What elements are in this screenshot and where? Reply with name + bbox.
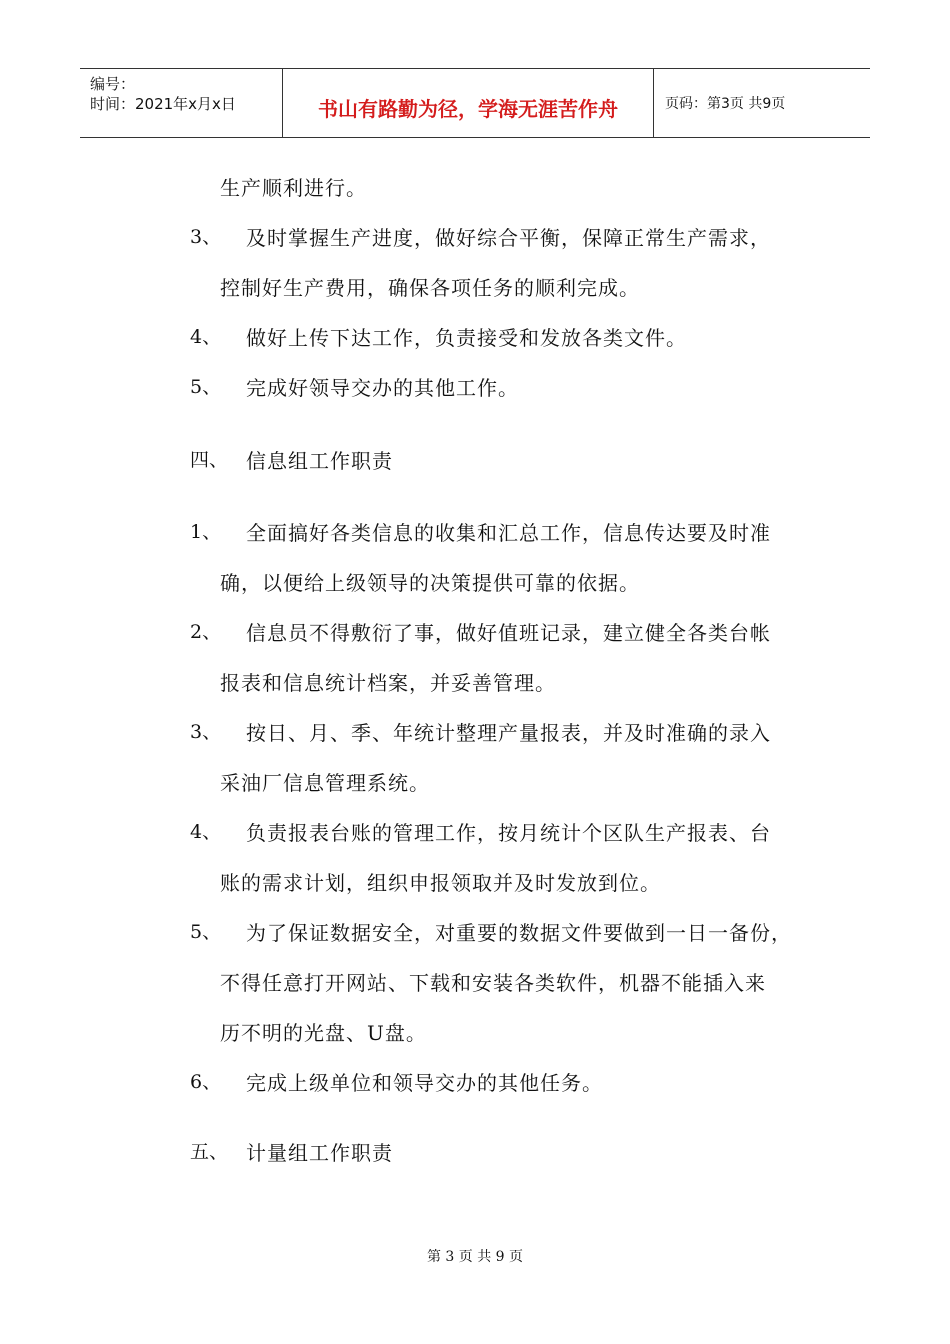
section-number: 四、 bbox=[190, 449, 229, 471]
header-motto: 书山有路勤为径，学海无涯苦作舟 bbox=[318, 97, 618, 121]
paragraph-line: 及时掌握生产进度，做好综合平衡，保障正常生产需求， bbox=[246, 226, 771, 250]
section-heading: 计量组工作职责 bbox=[246, 1141, 393, 1165]
paragraph-line: 生产顺利进行。 bbox=[220, 176, 367, 200]
header-meta bbox=[80, 69, 282, 137]
paragraph-line: 报表和信息统计档案，并妥善管理。 bbox=[220, 671, 556, 695]
paragraph-line: 账的需求计划，组织申报领取并及时发放到位。 bbox=[220, 871, 661, 895]
item-number: 5、 bbox=[190, 376, 222, 398]
page-footer: 第 3 页 共 9 页 bbox=[426, 1249, 524, 1265]
paragraph-line: 全面搞好各类信息的收集和汇总工作，信息传达要及时准 bbox=[246, 521, 771, 545]
paragraph-line: 完成上级单位和领导交办的其他任务。 bbox=[246, 1071, 603, 1095]
header-page-info: 页码：第3页 共9页 bbox=[665, 96, 786, 112]
item-number: 1、 bbox=[190, 521, 222, 543]
paragraph-line: 完成好领导交办的其他工作。 bbox=[246, 376, 519, 400]
paragraph-line: 控制好生产费用，确保各项任务的顺利完成。 bbox=[220, 276, 640, 300]
paragraph-line: 信息员不得敷衍了事，做好值班记录，建立健全各类台帐 bbox=[246, 621, 771, 645]
item-number: 4、 bbox=[190, 821, 222, 843]
document-number-label: 编号： bbox=[90, 75, 136, 93]
header-page-cell bbox=[653, 69, 870, 137]
paragraph-line: 负责报表台账的管理工作，按月统计个区队生产报表、台 bbox=[246, 821, 771, 845]
section-heading: 信息组工作职责 bbox=[246, 449, 393, 473]
header-motto-cell bbox=[282, 69, 654, 137]
item-number: 6、 bbox=[190, 1071, 222, 1093]
item-number: 2、 bbox=[190, 621, 222, 643]
item-number: 3、 bbox=[190, 721, 222, 743]
paragraph-line: 历不明的光盘、U盘。 bbox=[220, 1021, 427, 1045]
document-date-label: 时间：2021年x月x日 bbox=[90, 95, 236, 113]
item-number: 5、 bbox=[190, 921, 222, 943]
item-number: 4、 bbox=[190, 326, 222, 348]
paragraph-line: 为了保证数据安全，对重要的数据文件要做到一日一备份， bbox=[246, 921, 792, 945]
section-number: 五、 bbox=[190, 1141, 229, 1163]
document-header bbox=[80, 68, 870, 138]
paragraph-line: 采油厂信息管理系统。 bbox=[220, 771, 430, 795]
paragraph-line: 确，以便给上级领导的决策提供可靠的依据。 bbox=[220, 571, 640, 595]
paragraph-line: 做好上传下达工作，负责接受和发放各类文件。 bbox=[246, 326, 687, 350]
paragraph-line: 按日、月、季、年统计整理产量报表，并及时准确的录入 bbox=[246, 721, 771, 745]
item-number: 3、 bbox=[190, 226, 222, 248]
paragraph-line: 不得任意打开网站、下载和安装各类软件，机器不能插入来 bbox=[220, 971, 766, 995]
